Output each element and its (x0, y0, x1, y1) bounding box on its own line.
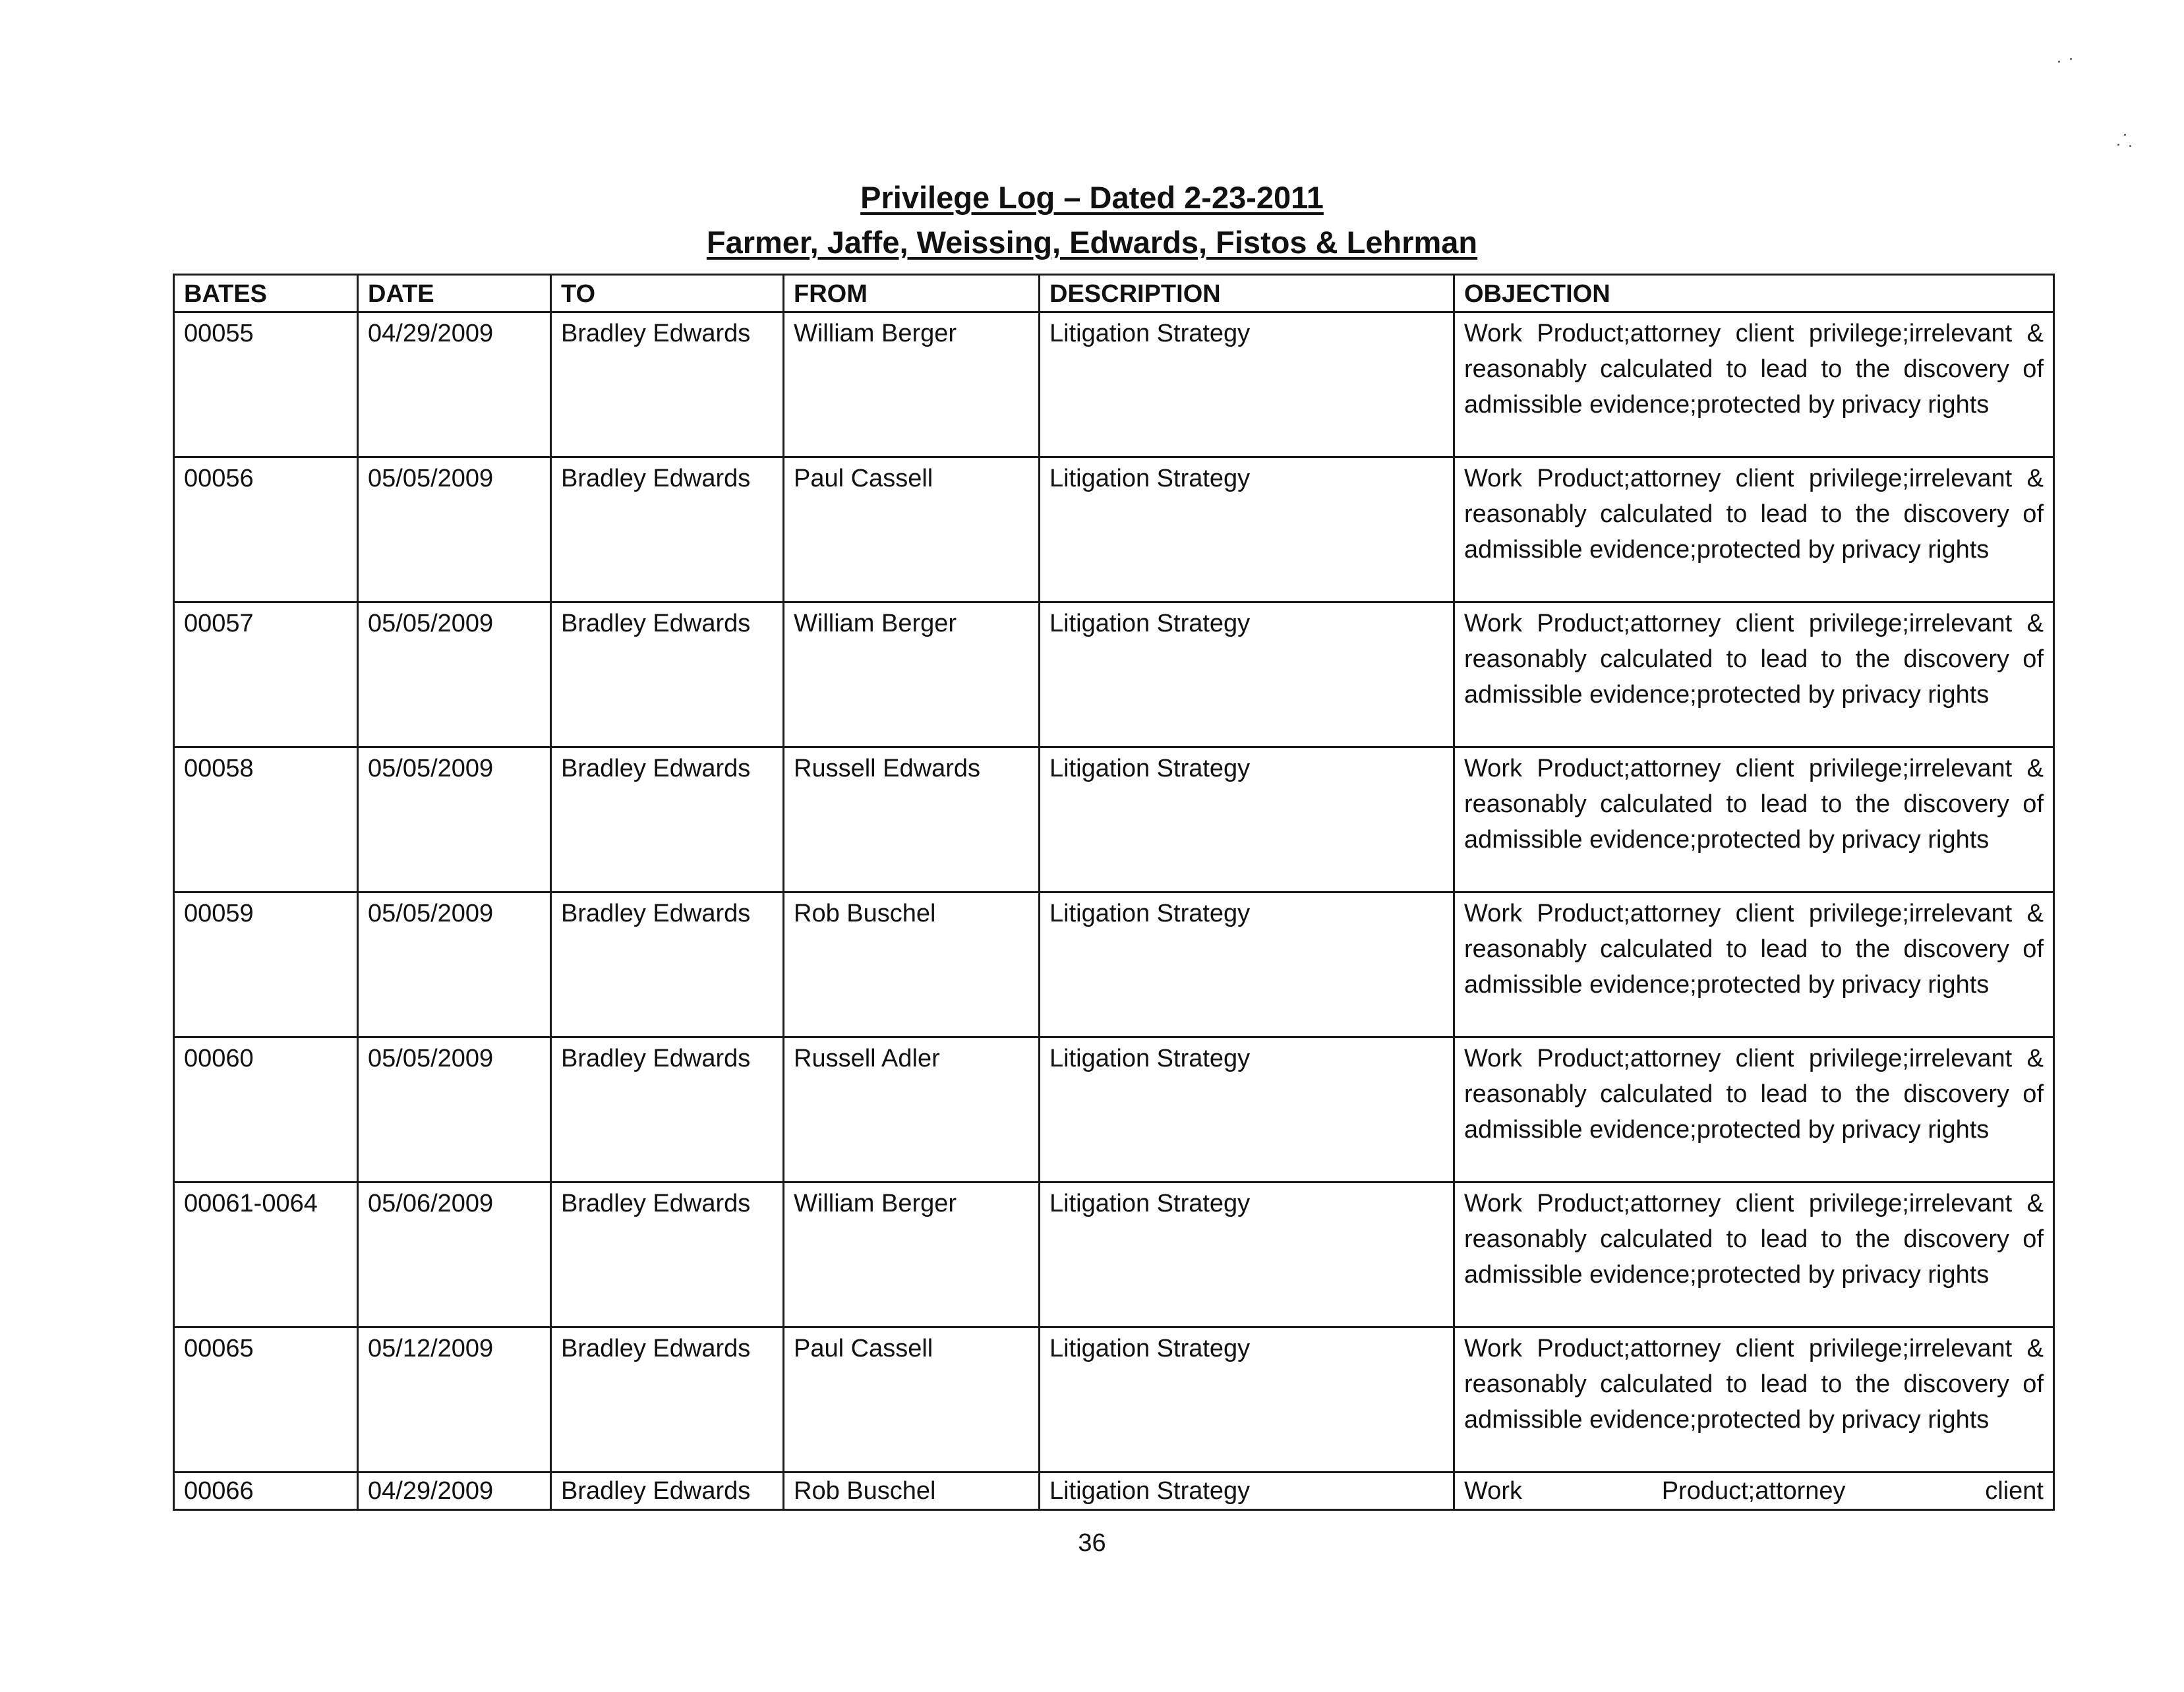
document-title: Privilege Log – Dated 2-23-2011 (860, 180, 1324, 215)
cell-description: Litigation Strategy (1040, 1327, 1454, 1473)
cell-description: Litigation Strategy (1040, 1182, 1454, 1327)
cell-description: Litigation Strategy (1040, 892, 1454, 1037)
cell-date: 04/29/2009 (358, 1473, 551, 1510)
cell-objection: Work Product;attorney client privilege;irrelevant & reasonably calculated to lead to the discovery of admissible evidence;protected by privacy rights (1454, 1327, 2054, 1473)
cell-to: Bradley Edwards (551, 602, 784, 747)
table-row (174, 1327, 2054, 1473)
cell-to: Bradley Edwards (551, 747, 784, 892)
cell-from: Rob Buschel (784, 1473, 1040, 1510)
table-row (174, 312, 2054, 457)
cell-to: Bradley Edwards (551, 312, 784, 457)
cell-date: 05/05/2009 (358, 457, 551, 602)
cell-from: Russell Adler (784, 1037, 1040, 1182)
cell-bates: 00065 (174, 1327, 358, 1473)
table-row (174, 1473, 2054, 1510)
table-row (174, 892, 2054, 1037)
cell-from: Russell Edwards (784, 747, 1040, 892)
document-subtitle: Farmer, Jaffe, Weissing, Edwards, Fistos & Lehrman (706, 225, 1478, 260)
cell-bates: 00057 (174, 602, 358, 747)
cell-from: Paul Cassell (784, 1327, 1040, 1473)
cell-date: 05/05/2009 (358, 602, 551, 747)
cell-from: William Berger (784, 1182, 1040, 1327)
table-row (174, 1037, 2054, 1182)
cell-from: Rob Buschel (784, 892, 1040, 1037)
scan-speck (2129, 145, 2131, 147)
cell-objection: Work Product;attorney client (1454, 1473, 2054, 1510)
cell-date: 05/05/2009 (358, 1037, 551, 1182)
cell-bates: 00060 (174, 1037, 358, 1182)
cell-objection: Work Product;attorney client privilege;irrelevant & reasonably calculated to lead to the discovery of admissible evidence;protected by privacy rights (1454, 1182, 2054, 1327)
cell-from: William Berger (784, 602, 1040, 747)
cell-objection: Work Product;attorney client privilege;irrelevant & reasonably calculated to lead to the discovery of admissible evidence;protected by privacy rights (1454, 747, 2054, 892)
cell-to: Bradley Edwards (551, 892, 784, 1037)
cell-description: Litigation Strategy (1040, 457, 1454, 602)
cell-bates: 00055 (174, 312, 358, 457)
cell-to: Bradley Edwards (551, 457, 784, 602)
header-to: TO (551, 275, 784, 312)
cell-description: Litigation Strategy (1040, 602, 1454, 747)
cell-bates: 00056 (174, 457, 358, 602)
scan-speck (2058, 61, 2060, 63)
privilege-log-table (173, 274, 2055, 1511)
cell-from: William Berger (784, 312, 1040, 457)
cell-description: Litigation Strategy (1040, 1037, 1454, 1182)
cell-description: Litigation Strategy (1040, 747, 1454, 892)
cell-bates: 00066 (174, 1473, 358, 1510)
cell-objection: Work Product;attorney client privilege;irrelevant & reasonably calculated to lead to the discovery of admissible evidence;protected by privacy rights (1454, 312, 2054, 457)
scan-speck (2124, 134, 2126, 136)
table-header-row (174, 275, 2054, 312)
header-description: DESCRIPTION (1040, 275, 1454, 312)
table-row (174, 1182, 2054, 1327)
cell-bates: 00059 (174, 892, 358, 1037)
scan-speck (2070, 58, 2072, 60)
cell-bates: 00061-0064 (174, 1182, 358, 1327)
scan-speck (2117, 144, 2119, 146)
cell-description: Litigation Strategy (1040, 1473, 1454, 1510)
page-number: 36 (1078, 1529, 1106, 1557)
header-bates: BATES (174, 275, 358, 312)
table-row (174, 602, 2054, 747)
cell-date: 05/06/2009 (358, 1182, 551, 1327)
header-date: DATE (358, 275, 551, 312)
cell-from: Paul Cassell (784, 457, 1040, 602)
header-objection: OBJECTION (1454, 275, 2054, 312)
cell-objection: Work Product;attorney client privilege;irrelevant & reasonably calculated to lead to the discovery of admissible evidence;protected by privacy rights (1454, 1037, 2054, 1182)
cell-to: Bradley Edwards (551, 1182, 784, 1327)
cell-objection: Work Product;attorney client privilege;irrelevant & reasonably calculated to lead to the discovery of admissible evidence;protected by privacy rights (1454, 892, 2054, 1037)
cell-objection: Work Product;attorney client privilege;irrelevant & reasonably calculated to lead to the discovery of admissible evidence;protected by privacy rights (1454, 457, 2054, 602)
cell-date: 05/05/2009 (358, 892, 551, 1037)
cell-date: 05/12/2009 (358, 1327, 551, 1473)
table-row (174, 747, 2054, 892)
cell-to: Bradley Edwards (551, 1037, 784, 1182)
table-row (174, 457, 2054, 602)
cell-date: 05/05/2009 (358, 747, 551, 892)
header-from: FROM (784, 275, 1040, 312)
cell-to: Bradley Edwards (551, 1327, 784, 1473)
cell-objection: Work Product;attorney client privilege;irrelevant & reasonably calculated to lead to the discovery of admissible evidence;protected by privacy rights (1454, 602, 2054, 747)
cell-bates: 00058 (174, 747, 358, 892)
cell-to: Bradley Edwards (551, 1473, 784, 1510)
cell-date: 04/29/2009 (358, 312, 551, 457)
cell-description: Litigation Strategy (1040, 312, 1454, 457)
